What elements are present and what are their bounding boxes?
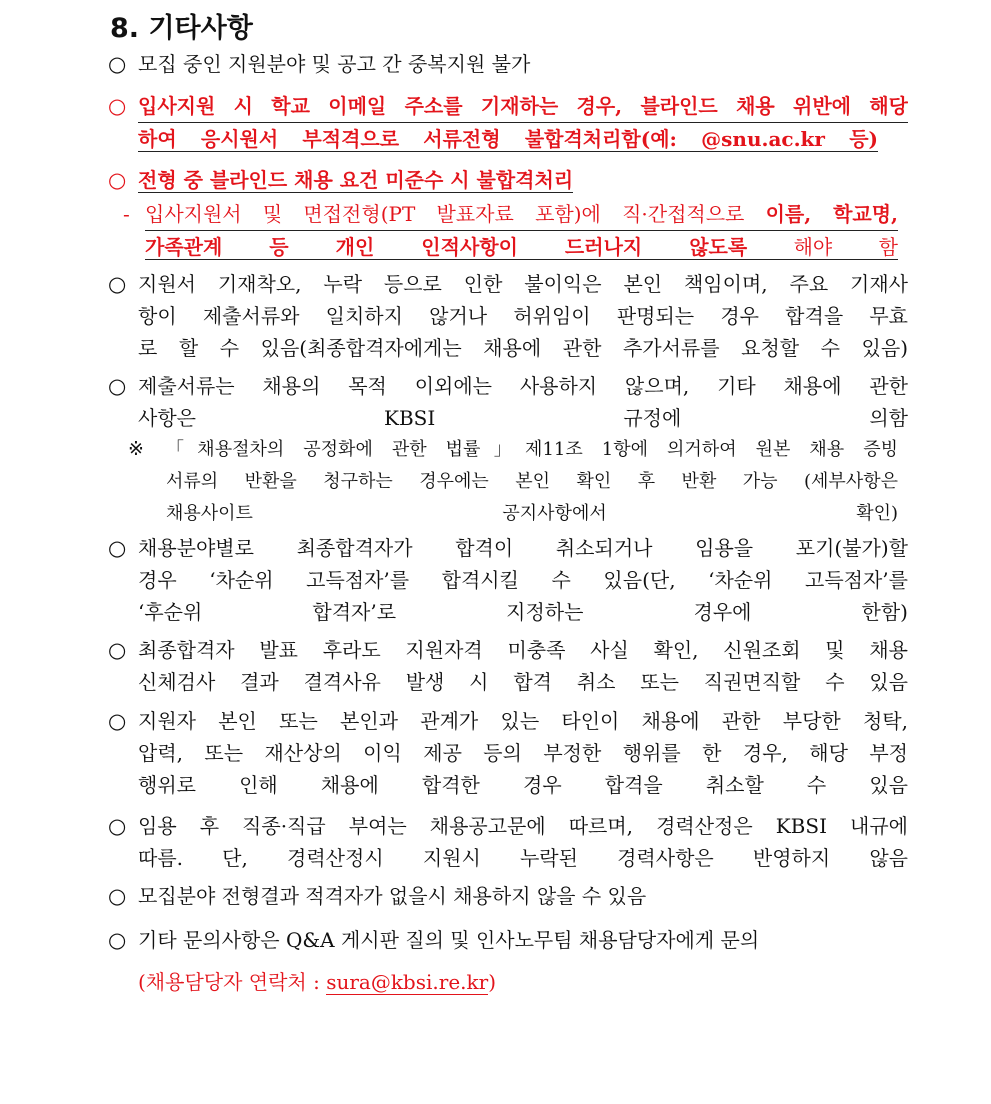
- note-line: 서류의 반환을 청구하는 경우에는 본인 확인 후 반환 가능 (세부사항은: [166, 471, 898, 492]
- item-line: 모집분야 전형결과 적격자가 없을시 채용하지 않을 수 있음: [138, 884, 647, 908]
- list-item-warning: [108, 90, 908, 155]
- item-line: 기타 문의사항은 Q&A 게시판 질의 및 인사노무팀 채용담당자에게 문의: [138, 928, 760, 952]
- bullet-icon: ○: [108, 167, 127, 192]
- item-line: 채용분야별로 최종합격자가 합격이 취소되거나 임용을 포기(불가)할: [138, 536, 908, 560]
- sub-item: [123, 198, 898, 263]
- item-line: 로 할 수 있음(최종합격자에게는 채용에 관한 추가서류를 요청할 수 있음): [138, 336, 908, 360]
- item-line: 항이 제출서류와 일치하지 않거나 허위임이 판명되는 경우 합격을 무효: [138, 304, 908, 328]
- list-item: [108, 924, 908, 956]
- note-line: 채용사이트 공지사항에서 확인): [166, 503, 898, 524]
- bullet-icon: ○: [108, 884, 127, 908]
- item-line: 압력, 또는 재산상의 이익 제공 등의 부정한 행위를 한 경우, 해당 부정: [138, 741, 908, 765]
- contact-suffix: ): [488, 970, 497, 994]
- legal-note: [128, 434, 898, 530]
- bullet-icon: ○: [108, 709, 127, 733]
- list-item-warning: [108, 164, 908, 196]
- list-item: [108, 810, 908, 874]
- sub-line-part-bold: 이름, 학교명,: [765, 202, 898, 226]
- list-item: [108, 370, 908, 434]
- bullet-icon: ○: [108, 928, 127, 952]
- item-line: 지원자 본인 또는 본인과 관계가 있는 타인이 채용에 관한 부당한 청탁,: [138, 709, 908, 733]
- bullet-icon: ○: [108, 814, 127, 838]
- bullet-icon: ○: [108, 272, 127, 296]
- item-line: 모집 중인 지원분야 및 공고 간 중복지원 불가: [138, 52, 531, 76]
- item-line: 따름. 단, 경력산정시 지원시 누락된 경력사항은 반영하지 않음: [138, 846, 908, 870]
- list-item: [108, 880, 908, 912]
- item-line: 전형 중 블라인드 채용 요건 미준수 시 불합격처리: [138, 168, 574, 192]
- item-line: 최종합격자 발표 후라도 지원자격 미충족 사실 확인, 신원조회 및 채용: [138, 638, 908, 662]
- list-item: [108, 634, 908, 698]
- bullet-icon: ○: [108, 638, 127, 662]
- note-line: 「채용절차의 공정화에 관한 법률」제11조 1항에 의거하여 원본 채용 증빙: [166, 439, 898, 460]
- bullet-icon: ○: [108, 536, 127, 560]
- bullet-icon: ○: [108, 374, 127, 398]
- item-line: 사항은 KBSI 규정에 의함: [138, 406, 908, 430]
- bullet-icon: ○: [108, 93, 127, 118]
- contact-prefix: (채용담당자 연락처 :: [138, 970, 327, 994]
- section-heading: 8. 기타사항: [110, 13, 253, 44]
- contact-email-link[interactable]: sura@kbsi.re.kr: [326, 970, 489, 994]
- contact-line: [138, 966, 496, 998]
- list-item: [108, 705, 908, 801]
- dash-icon: -: [123, 202, 130, 226]
- sub-line-part: 입사지원서 및 면접전형(PT 발표자료 포함)에 직·간접적으로: [145, 202, 766, 226]
- bullet-icon: ○: [108, 52, 127, 76]
- item-line: 지원서 기재착오, 누락 등으로 인한 불이익은 본인 책임이며, 주요 기재사: [138, 272, 908, 296]
- item-line: 경우 ‘차순위 고득점자’를 합격시킬 수 있음(단, ‘차순위 고득점자’를: [138, 568, 908, 592]
- item-line: 행위로 인해 채용에 합격한 경우 합격을 취소할 수 있음: [138, 773, 908, 797]
- list-item: [108, 268, 908, 364]
- item-line: ‘후순위 합격자’로 지정하는 경우에 한함): [138, 600, 908, 624]
- list-item: [108, 48, 908, 80]
- sub-line-part-bold: 가족관계 등 개인 인적사항이 드러나지 않도록: [145, 235, 748, 259]
- item-line: 임용 후 직종·직급 부여는 채용공고문에 따르며, 경력산정은 KBSI 내규에: [138, 814, 908, 838]
- reference-mark-icon: ※: [128, 438, 144, 460]
- item-line: 제출서류는 채용의 목적 이외에는 사용하지 않으며, 기타 채용에 관한: [138, 374, 908, 398]
- sub-line-part: 해야 함: [747, 235, 898, 259]
- item-line: 입사지원 시 학교 이메일 주소를 기재하는 경우, 블라인드 채용 위반에 해당: [138, 90, 908, 123]
- item-line: 신체검사 결과 결격사유 발생 시 합격 취소 또는 직권면직할 수 있음: [138, 670, 908, 694]
- list-item: [108, 532, 908, 628]
- item-line: 하여 응시원서 부적격으로 서류전형 불합격처리함(예: @snu.ac.kr 등): [138, 127, 878, 151]
